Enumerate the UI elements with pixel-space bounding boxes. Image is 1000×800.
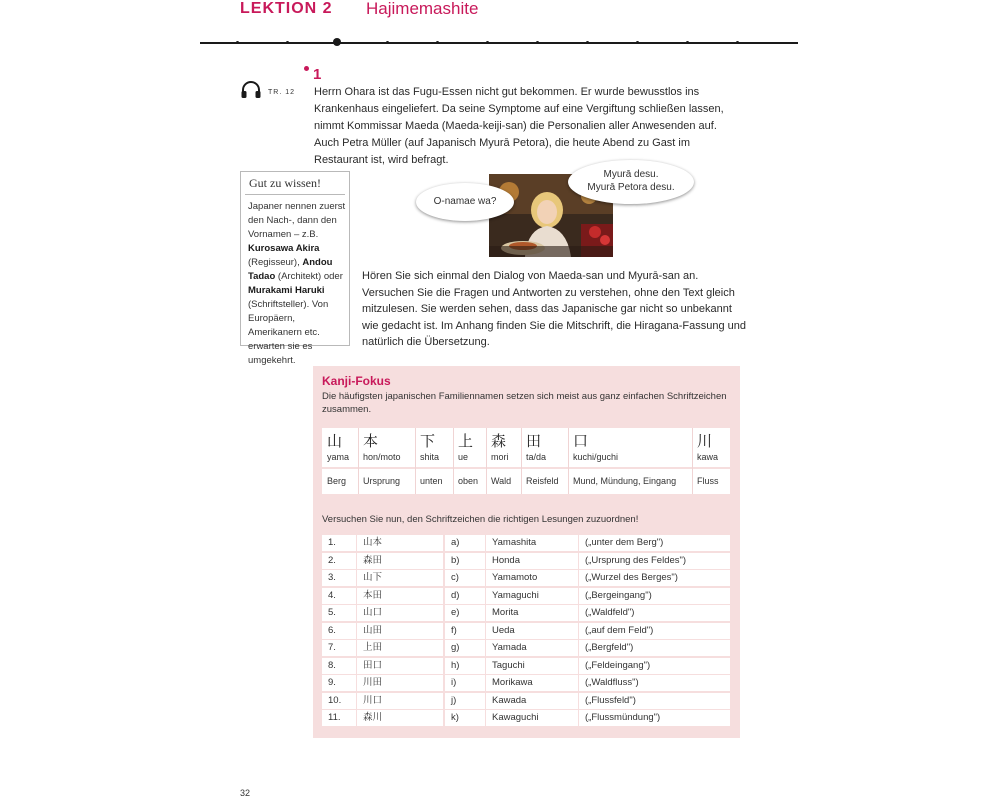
exercise-intro: Herrn Ohara ist das Fugu-Essen nicht gut bekommen. Er wurde bewusstlos ins Krankenhaus eingeliefert. Da seine Symptome auf eine Vergiftung schließen lassen, nimmt Kommissar Maeda (Maeda-keiji-san) die Personalien aller Anwesenden auf. Auch Petra Müller (auf Japanisch Myurā Petora), die heute Abend zu Gast im Restaurant ist, wird befragt. — [314, 86, 724, 166]
table-row: 5. 山口 e) Morita („Waldfeld") — [322, 605, 730, 622]
info-box-text: Japaner nennen zuerst den Nach-, dann den Vornamen – z.B. Kurosawa Akira (Regisseur), Andou Tadao (Architekt) oder Murakami Haruki (Schriftsteller). Von Europäern, Amerikanern etc. erwarten sie es umgekehrt. — [248, 201, 346, 366]
rule-tick — [636, 41, 639, 44]
speech-bubble-question: O-namae wa? — [416, 183, 514, 221]
table-row: 9. 川田 i) Morikawa („Waldfluss") — [322, 675, 730, 692]
rule-tick — [386, 41, 389, 44]
kanji-cell: 山 yama Berg — [322, 428, 359, 494]
exercise-number: 1 — [313, 66, 322, 83]
kanji-cell: 口 kuchi/guchi Mund, Mündung, Eingang — [568, 428, 693, 494]
speech-bubble-answer — [568, 160, 694, 204]
answer-line-1: Myurā desu. — [603, 169, 659, 180]
info-box-divider — [245, 194, 345, 195]
kanji-focus-title: Kanji-Fokus — [322, 374, 391, 388]
headphones-icon[interactable] — [240, 80, 262, 105]
answer-line-2: Myurā Petora desu. — [587, 182, 675, 193]
table-row: 4. 本田 d) Yamaguchi („Bergeingang") — [322, 588, 730, 605]
header-rule — [200, 42, 798, 44]
exercise-dot — [304, 66, 309, 71]
table-row: 6. 山田 f) Ueda („auf dem Feld") — [322, 623, 730, 640]
kanji-table — [322, 428, 730, 494]
instruction-paragraph: Hören Sie sich einmal den Dialog von Maeda-san und Myurā-san an. Versuchen Sie die Fragen und Antworten zu verstehen, ohne den Text gleich mitzulesen. Sie werden sehen, dass das Japanische gar nicht so unbekannt wie gedacht ist. Im Anhang finden Sie die Mitschrift, die Hiragana-Fassung und natürlich die Übersetzung. — [362, 270, 746, 348]
matching-table — [322, 535, 730, 728]
table-row: 3. 山下 c) Yamamoto („Wurzel des Berges") — [322, 570, 730, 587]
rule-tick — [436, 41, 439, 44]
lesson-title: Hajimemashite — [366, 0, 479, 18]
lesson-label: LEKTION 2 — [240, 0, 333, 17]
table-row: 10. 川口 j) Kawada („Flussfeld") — [322, 693, 730, 710]
info-box-title: Gut zu wissen! — [249, 176, 321, 190]
info-box — [240, 171, 350, 366]
page-number: 32 — [240, 788, 251, 798]
kanji-focus-box — [313, 366, 740, 738]
table-row: 11. 森川 k) Kawaguchi („Flussmündung") — [322, 710, 730, 727]
track-label: TR. 12 — [268, 89, 296, 96]
kanji-focus-intro: Die häufigsten japanischen Familiennamen setzen sich meist aus ganz einfachen Schriftzeichen zusammen. — [322, 391, 727, 415]
rule-tick — [286, 41, 289, 44]
kanji-cell: 上 ue oben — [453, 428, 487, 494]
rule-tick — [536, 41, 539, 44]
kanji-cell: 川 kawa Fluss — [697, 433, 719, 486]
table-row: 1. 山本 a) Yamashita („unter dem Berg") — [322, 535, 730, 552]
rule-tick — [736, 41, 739, 44]
kanji-cell: 田 ta/da Reisfeld — [521, 428, 569, 494]
rule-marker — [333, 38, 341, 46]
table-row: 7. 上田 g) Yamada („Bergfeld") — [322, 640, 730, 657]
kanji-cell: 森 mori Wald — [486, 428, 522, 494]
rule-tick — [236, 41, 239, 44]
kanji-cell: 下 shita unten — [415, 428, 454, 494]
matching-instruction: Versuchen Sie nun, den Schriftzeichen die richtigen Lesungen zuzuordnen! — [322, 514, 639, 525]
table-row: 2. 森田 b) Honda („Ursprung des Feldes") — [322, 553, 730, 570]
table-row: 8. 田口 h) Taguchi („Feldeingang") — [322, 658, 730, 675]
rule-tick — [586, 41, 589, 44]
kanji-cell: 本 hon/moto Ursprung — [358, 428, 416, 494]
rule-tick — [486, 41, 489, 44]
rule-tick — [686, 41, 689, 44]
